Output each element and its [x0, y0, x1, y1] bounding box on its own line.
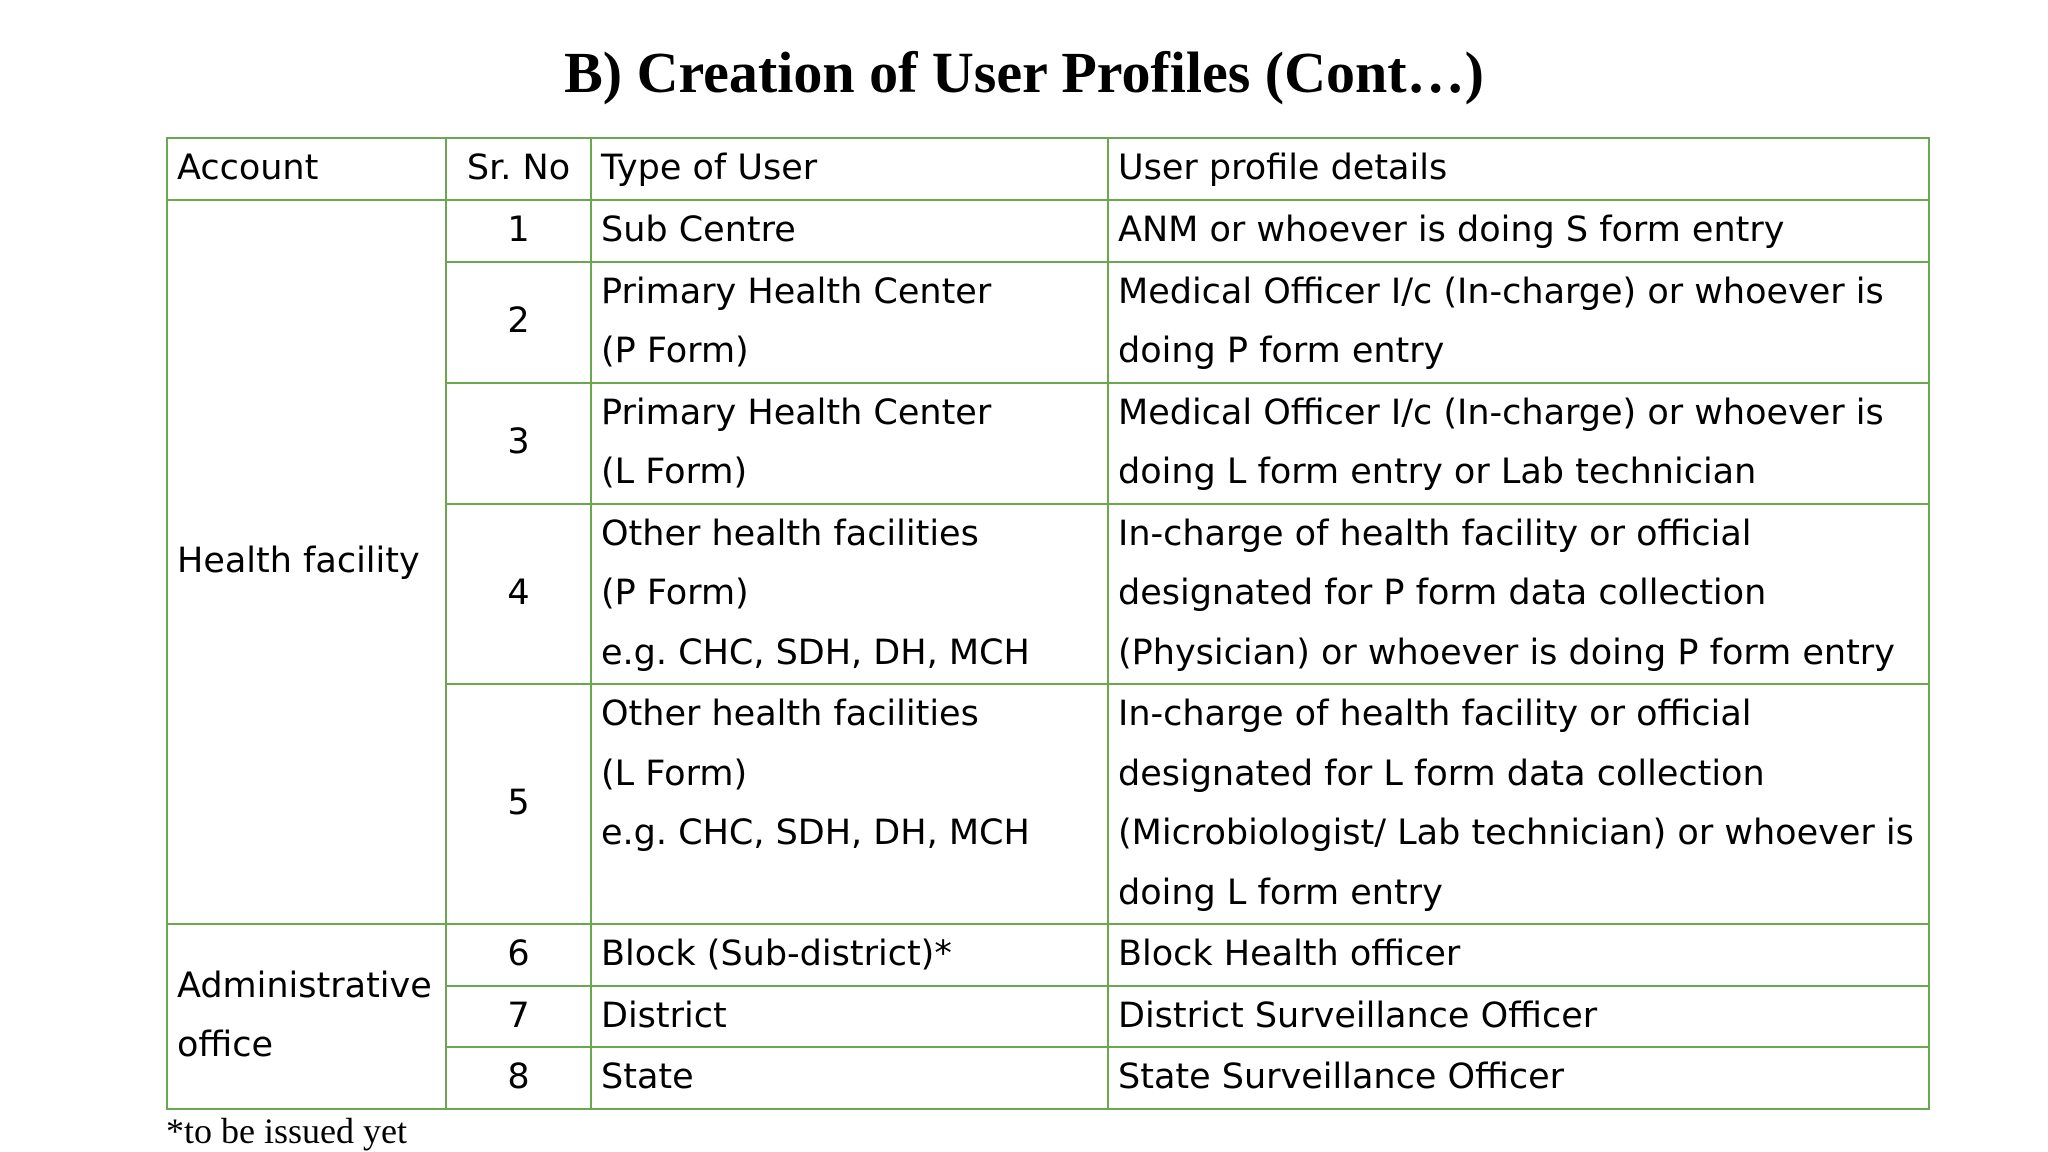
slide-title: B) Creation of User Profiles (Cont…)	[564, 40, 1484, 105]
user-profile-details-cell	[1108, 986, 1929, 1048]
cell-line: District Surveillance Officer	[1118, 995, 1598, 1036]
user-profiles-table	[166, 137, 1930, 1110]
cell-line: (P Form)	[601, 331, 749, 371]
cell-line: ANM or whoever is doing S form entry	[1118, 210, 1785, 250]
type-of-user-cell	[591, 200, 1108, 262]
type-of-user-cell	[591, 684, 1108, 924]
user-profile-details-cell	[1108, 684, 1929, 924]
user-profile-details-cell	[1108, 262, 1929, 383]
table-row	[167, 924, 1929, 986]
cell-line: office	[177, 1025, 274, 1066]
cell-line: (L Form)	[601, 452, 748, 492]
user-profile-details-cell	[1108, 924, 1929, 986]
sr-no-cell: 7	[446, 986, 591, 1048]
cell-line: e.g. CHC, SDH, DH, MCH	[601, 813, 1030, 853]
type-of-user-cell	[591, 924, 1108, 986]
user-profile-details-cell	[1108, 200, 1929, 262]
table-row	[167, 200, 1929, 262]
cell-line: District	[601, 995, 727, 1036]
cell-line: In-charge of health facility or official	[1118, 513, 1752, 554]
account-cell-health-facility: Health facility	[167, 200, 446, 924]
cell-line: Sub Centre	[601, 210, 796, 250]
cell-line: Block Health officer	[1118, 934, 1461, 974]
sr-no-cell: 1	[446, 200, 591, 262]
user-profile-details-cell	[1108, 383, 1929, 504]
cell-line: Administrative	[177, 965, 432, 1006]
user-profile-details-cell	[1108, 504, 1929, 685]
cell-line: (P Form)	[601, 573, 749, 613]
user-profile-details-cell	[1108, 1047, 1929, 1109]
cell-line: doing L form entry or Lab technician	[1118, 452, 1757, 492]
header-type-of-user: Type of User	[591, 138, 1108, 200]
cell-line: State Surveillance Officer	[1118, 1057, 1565, 1097]
type-of-user-cell	[591, 504, 1108, 685]
sr-no-cell: 5	[446, 684, 591, 924]
cell-line: State	[601, 1057, 694, 1097]
cell-line: designated for L form data collection	[1118, 753, 1765, 794]
cell-line: (Microbiologist/ Lab technician) or whoever is	[1118, 813, 1914, 853]
cell-line: doing P form entry	[1118, 331, 1445, 371]
header-account: Account	[167, 138, 446, 200]
type-of-user-cell	[591, 986, 1108, 1048]
sr-no-cell: 6	[446, 924, 591, 986]
cell-line: Block (Sub-district)*	[601, 934, 952, 974]
footnote: *to be issued yet	[166, 1111, 407, 1151]
account-cell-administrative-office	[167, 924, 446, 1109]
sr-no-cell: 8	[446, 1047, 591, 1109]
cell-line: Other health facilities	[601, 694, 979, 734]
cell-line: Primary Health Center	[601, 392, 992, 433]
cell-line: Medical Officer I/c (In-charge) or whoever is	[1118, 271, 1884, 312]
cell-line: (Physician) or whoever is doing P form entry	[1118, 632, 1895, 673]
cell-line: Primary Health Center	[601, 271, 992, 312]
cell-line: e.g. CHC, SDH, DH, MCH	[601, 632, 1030, 673]
sr-no-cell: 3	[446, 383, 591, 504]
sr-no-cell: 2	[446, 262, 591, 383]
cell-line: doing L form entry	[1118, 872, 1443, 913]
sr-no-cell: 4	[446, 504, 591, 685]
header-user-profile-details: User profile details	[1108, 138, 1929, 200]
cell-line: (L Form)	[601, 753, 748, 794]
header-sr-no: Sr. No	[446, 138, 591, 200]
type-of-user-cell	[591, 1047, 1108, 1109]
cell-line: Medical Officer I/c (In-charge) or whoever is	[1118, 392, 1884, 433]
cell-line: designated for P form data collection	[1118, 573, 1767, 613]
table-header-row	[167, 138, 1929, 200]
type-of-user-cell	[591, 383, 1108, 504]
cell-line: Other health facilities	[601, 513, 979, 554]
type-of-user-cell	[591, 262, 1108, 383]
cell-line: In-charge of health facility or official	[1118, 694, 1752, 734]
